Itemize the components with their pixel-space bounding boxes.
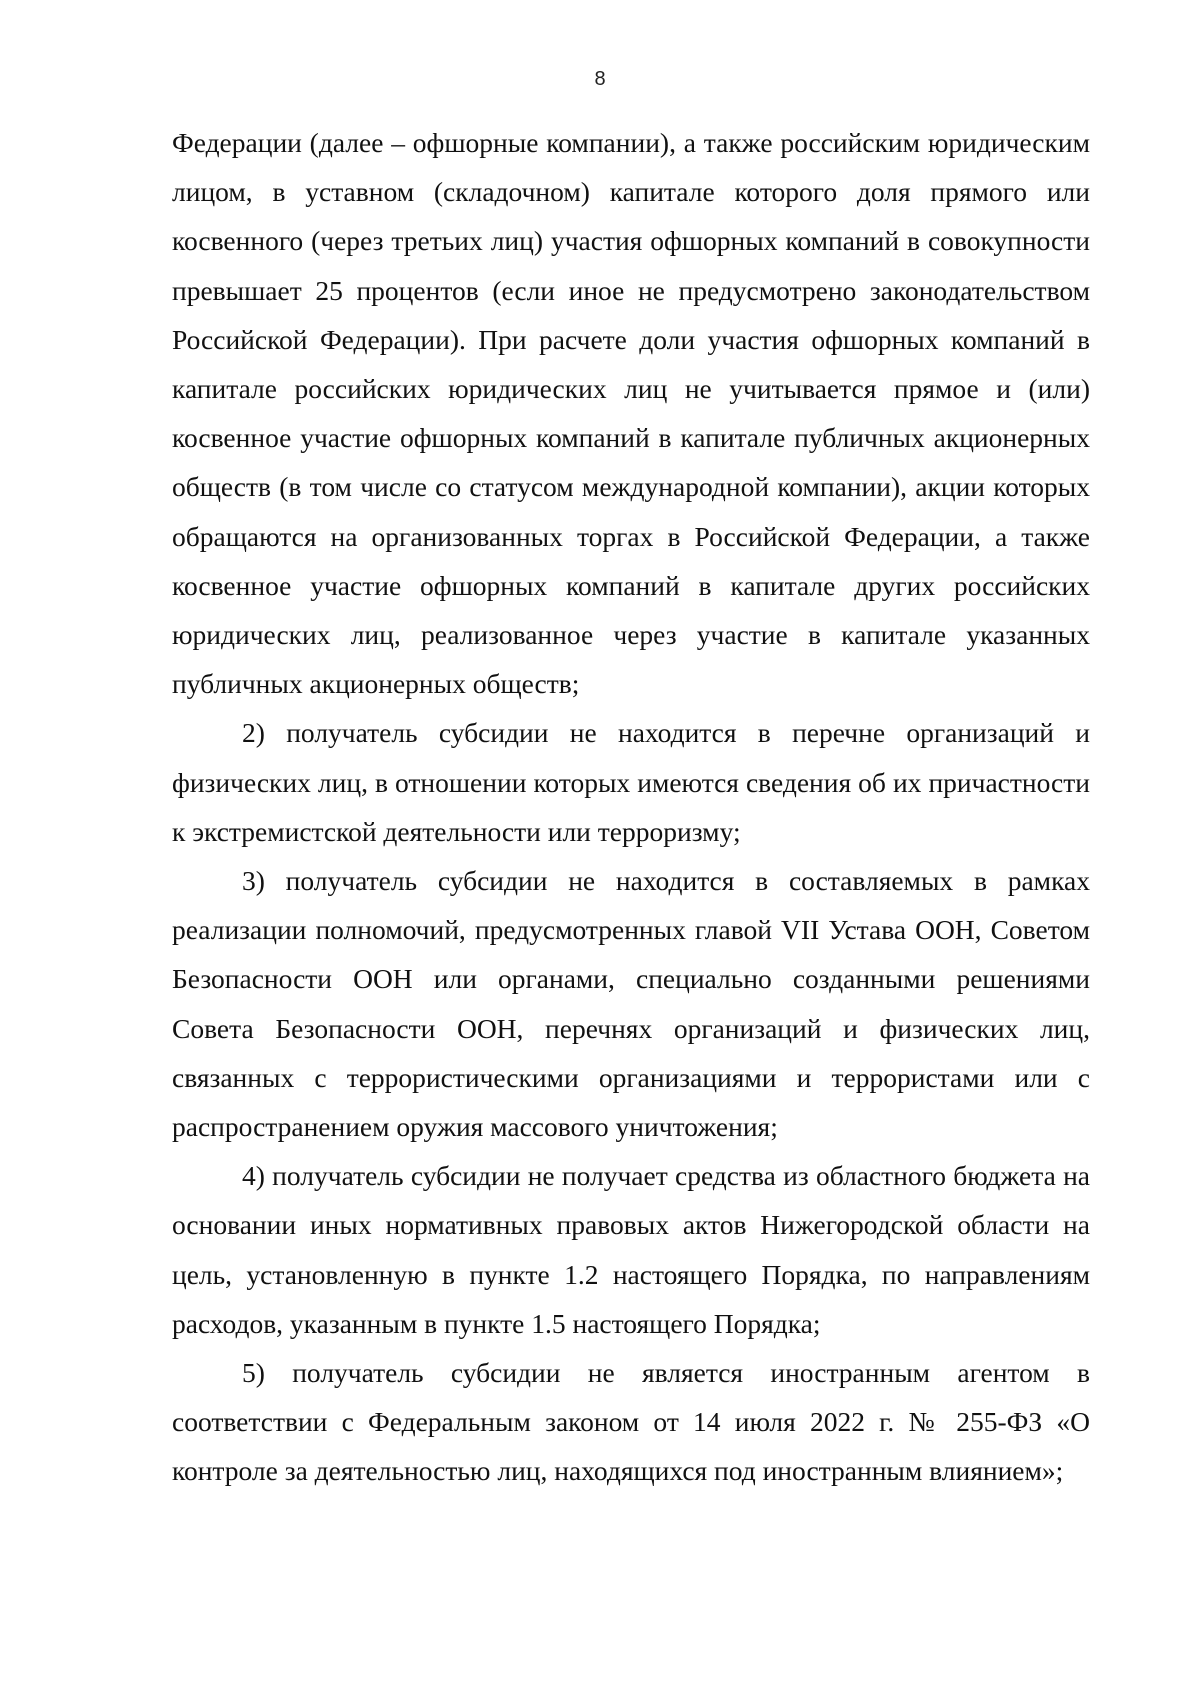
paragraph-continuation: Федерации (далее – офшорные компании), а также российским юридическим лицом, в уставном (складочном) капитале которого доля прямого или косвенного (через третьих лиц) участия офшорных компаний в совокупности превышает 25 процентов (если иное не предусмотрено законодательством Российской Федерации). При расчете доли участия офшорных компаний в капитале российских юридических лиц не учитывается прямое и (или) косвенное участие офшорных компаний в капитале публичных акционерных обществ (в том числе со статусом международной компании), акции которых обращаются на организованных торгах в Российской Федерации, а также косвенное участие офшорных компаний в капитале других российских юридических лиц, реализованное через участие в капитале указанных публичных акционерных обществ; bbox=[172, 127, 1090, 700]
paragraph-item-4: 4) получатель субсидии не получает средства из областного бюджета на основании иных нормативных правовых актов Нижегородской области на цель, установленную в пункте 1.2 настоящего Порядка, по направлениям расходов, указанным в пункте 1.5 настоящего Порядка; bbox=[172, 1160, 1090, 1339]
paragraph-item-3: 3) получатель субсидии не находится в составляемых в рамках реализации полномочий, предусмотренных главой VII Устава ООН, Советом Безопасности ООН или органами, специально созданными решениями Совета Безопасности ООН, перечнях организаций и физических лиц, связанных с террористическими организациями и террористами или с распространением оружия массового уничтожения; bbox=[172, 865, 1090, 1143]
paragraph-item-5: 5) получатель субсидии не является иностранным агентом в соответствии с Федеральным законом от 14 июля 2022 г. № 255-ФЗ «О контроле за деятельностью лиц, находящихся под иностранным влиянием»; bbox=[172, 1357, 1090, 1487]
paragraph-item-2: 2) получатель субсидии не находится в перечне организаций и физических лиц, в отношении которых имеются сведения об их причастности к экстремистской деятельности или терроризму; bbox=[172, 717, 1090, 847]
page-number: 8 bbox=[594, 68, 606, 90]
document-body bbox=[172, 118, 1090, 1496]
